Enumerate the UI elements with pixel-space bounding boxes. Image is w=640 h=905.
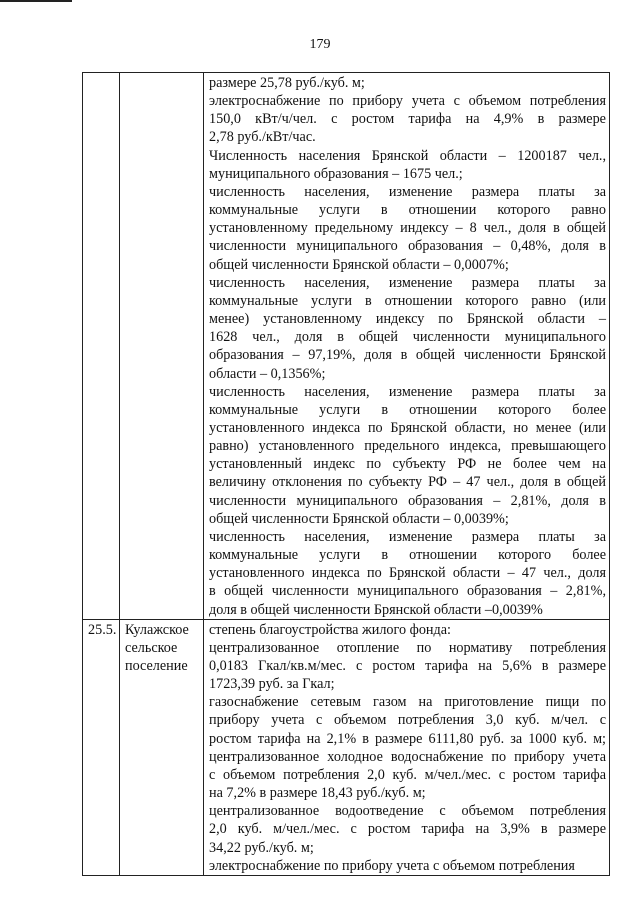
description-line: области – 0,1356%; (209, 365, 326, 382)
description-line: с объемом потребления 2,0 куб. м/чел./мес. с ростом тарифа (209, 766, 606, 783)
description-line: в общей численности муниципального образования – 2,81%, (209, 583, 606, 600)
description-line: размере 25,78 руб./куб. м; (209, 75, 365, 91)
description-line: 150,0 кВт/ч/чел. с ростом тарифа на 4,9% в размере (209, 111, 606, 128)
description-line: 0,0183 Гкал/кв.м/мес. с ростом тарифа на 5,6% в размере (209, 658, 606, 674)
description-line: численности муниципального образования – 2,81%, доля в (209, 492, 606, 509)
description-line: коммунальные услуги в отношении которого более (209, 401, 606, 418)
description-line: 2,78 руб./кВт/час. (209, 129, 316, 146)
description-line: доля в общей численности Брянской области –0,0039% (209, 601, 543, 618)
description-line: 1723,39 руб. за Гкал; (209, 676, 335, 693)
description-line: численность населения, изменение размера платы за (209, 383, 606, 400)
description-line: муниципального образования – 1675 чел.; (209, 165, 463, 182)
description-line: 34,22 руб./куб. м; (209, 839, 314, 856)
description-line: прибору учета с объемом потребления 3,0 куб. м/чел. с (209, 712, 606, 729)
municipality-name-line: сельское (125, 639, 178, 656)
row-number: 25.5. (88, 621, 117, 638)
description-line: на 7,2% в размере 18,43 руб./куб. м; (209, 785, 426, 802)
description-line: величину отклонения по субъекту РФ – 47 чел., доля в общей (209, 474, 606, 491)
description-line: коммунальные услуги в отношении которого равно (209, 202, 606, 219)
description-line: ростом тарифа на 2,1% в размере 6111,80 руб. за 1000 куб. м; (209, 730, 606, 747)
description-line: численность населения, изменение размера платы за (209, 528, 606, 545)
description-line: 1628 чел., доля в общей численности муниципального (209, 329, 606, 346)
description-line: установленный индекс по субъекту РФ не более чем на (209, 456, 606, 473)
description-line: численности муниципального образования – 0,48%, доля в (209, 238, 606, 255)
table-row (83, 73, 610, 620)
description-line: установленному предельному индексу – 8 чел., доля в общей (209, 220, 606, 237)
description-line: Численность населения Брянской области – 1200187 чел., (209, 147, 606, 164)
description-line: равно) установленного предельного индекса, превышающего (209, 438, 606, 455)
description-line: централизованное водоотведение с объемом потребления (209, 803, 606, 820)
description-line: степень благоустройства жилого фонда: (209, 621, 451, 638)
municipality-cell (120, 619, 204, 875)
description-line: централизованное холодное водоснабжение по прибору учета (209, 748, 606, 765)
description-line: установленного индекса по Брянской области – 47 чел., доля (209, 565, 606, 582)
description-line: коммунальные услуги в отношении которого равно (или (209, 292, 606, 309)
description-line: менее) установленному индексу по Брянской области – (209, 311, 606, 328)
table-row (83, 619, 610, 875)
description-line: общей численности Брянской области – 0,0007%; (209, 256, 509, 273)
top-rule (0, 0, 72, 2)
municipality-cell (120, 73, 204, 620)
description-line: установленного индекса по Брянской области, но менее (или (209, 419, 606, 436)
description-line: коммунальные услуги в отношении которого более (209, 547, 606, 564)
page-number: 179 (309, 37, 331, 52)
row-number-cell (83, 619, 120, 875)
description-line: 2,0 куб. м/чел./мес. с ростом тарифа на 3,9% в размере (209, 821, 606, 838)
description-line: централизованное отопление по нормативу потребления (209, 639, 606, 656)
description-cell (204, 73, 610, 620)
description-line: численность населения, изменение размера платы за (209, 274, 606, 291)
row-number-cell (83, 73, 120, 620)
description-line: газоснабжение сетевым газом на приготовление пищи по (209, 694, 606, 711)
description-line: численность населения, изменение размера платы за (209, 183, 606, 200)
description-line: электроснабжение по прибору учета с объемом потребления (209, 93, 606, 110)
description-cell (204, 619, 610, 875)
description-line: электроснабжение по прибору учета с объемом потребления (209, 857, 575, 874)
description-line: образования – 97,19%, доля в общей численности Брянской (209, 347, 606, 364)
municipality-name-line: поселение (125, 658, 188, 674)
description-line: общей численности Брянской области – 0,0039%; (209, 510, 509, 527)
tariff-table (82, 72, 610, 876)
municipality-name-line: Кулажское (125, 621, 189, 638)
